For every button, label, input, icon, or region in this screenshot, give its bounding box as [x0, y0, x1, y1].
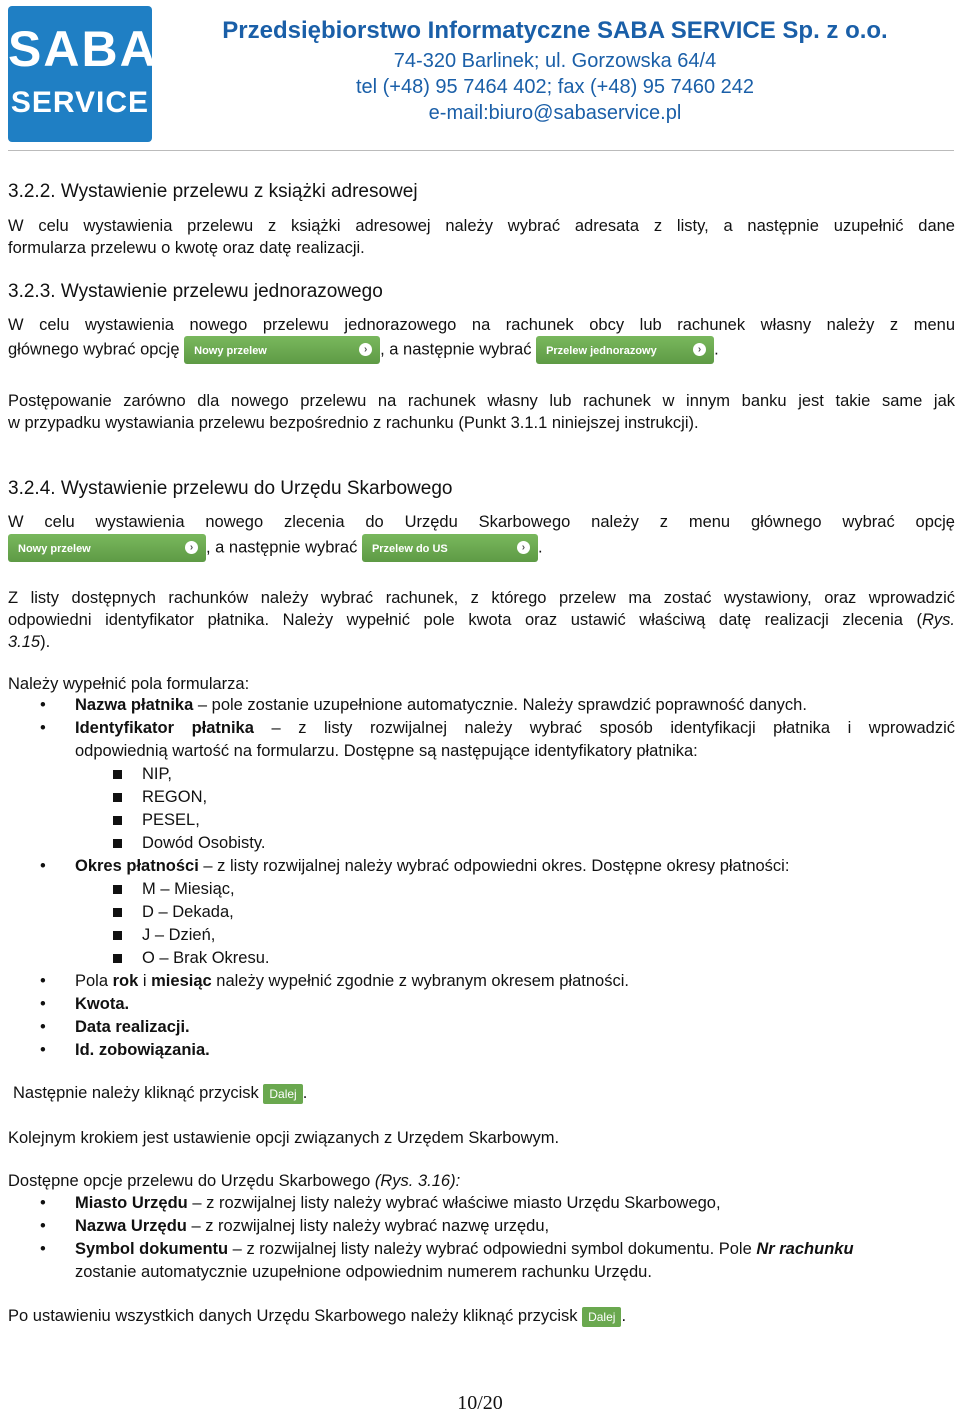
list-item	[0, 1016, 955, 1039]
s324-text: odpowiedni identyfikator płatnika. Należy wypełnić pole kwota oraz ustawić właściwą datę realizacji zlecenia (	[8, 611, 922, 629]
page-number: 10/20	[457, 1392, 503, 1414]
logo-text-service: SERVICE	[10, 86, 150, 119]
nowy-przelew-label: Nowy przelew	[18, 543, 91, 555]
list-item	[0, 1192, 955, 1215]
field-name: Okres płatności	[75, 857, 199, 875]
form-fields-list	[0, 694, 955, 1062]
s323-text: głównego wybrać opcję	[8, 340, 180, 359]
field-name: miesiąc	[151, 972, 212, 990]
s323-paragraph2-line1: Postępowanie zarówno dla nowego przelewu na rachunek własny lub rachunek w innym banku jest takie same jak	[8, 392, 955, 410]
payer-id-list	[75, 763, 955, 855]
us-options-heading	[8, 1170, 955, 1192]
field-desc: należy wypełnić zgodnie z wybranym okresem płatności.	[211, 972, 629, 990]
list-item	[0, 970, 955, 993]
company-email: e-mail:biuro@sabaservice.pl	[428, 102, 682, 124]
list-item: J – Dzień,	[75, 924, 955, 947]
header-divider	[8, 150, 954, 151]
company-phone: tel (+48) 95 7464 402; fax (+48) 95 7460 242	[355, 76, 755, 98]
final-text: Po ustawieniu wszystkich danych Urzędu Skarbowego należy kliknąć przycisk	[8, 1307, 578, 1325]
s324-paragraph-line2	[8, 534, 955, 562]
nowy-przelew-button[interactable]	[8, 534, 206, 562]
field-desc: odpowiednią wartość na formularzu. Dostępne są następujące identyfikatory płatnika:	[75, 742, 698, 760]
field-name: Nazwa płatnika	[75, 696, 194, 714]
chevron-right-icon: ›	[185, 541, 198, 554]
przelew-do-us-label: Przelew do US	[371, 543, 448, 555]
field-desc: i	[138, 972, 152, 990]
list-item: M – Miesiąc,	[75, 878, 955, 901]
field-desc: Pola	[75, 972, 113, 990]
s323-paragraph-line1: W celu wystawienia nowego przelewu jednorazowego na rachunek obcy lub rachunek własny należy z menu	[8, 316, 955, 334]
final-step-line	[8, 1305, 955, 1327]
przelew-do-us-button[interactable]	[362, 534, 538, 562]
field-name: Data realizacji.	[75, 1018, 190, 1036]
next-text: Następnie należy kliknąć przycisk	[13, 1084, 259, 1102]
list-item	[0, 1215, 955, 1238]
s323-paragraph2-line2: w przypadku wystawiania przelewu bezpośrednio z rachunku (Punkt 3.1.1 niniejszej instrukcji).	[8, 414, 699, 432]
final-text: .	[621, 1307, 627, 1325]
s324-paragraph2-line2	[8, 609, 955, 631]
option-desc: – z rozwijalnej listy należy wybrać odpowiedni symbol dokumentu. Pole	[228, 1240, 757, 1258]
przelew-jednorazowy-label: Przelew jednorazowy	[546, 345, 657, 357]
next-step-line	[13, 1082, 960, 1104]
przelew-jednorazowy-button[interactable]	[536, 336, 714, 364]
option-desc: – z rozwijalnej listy należy wybrać nazwę urzędu,	[186, 1217, 550, 1235]
list-item	[0, 1238, 955, 1284]
s322-paragraph-line2: formularza przelewu o kwotę oraz datę realizacji.	[8, 239, 365, 257]
s324-paragraph-line1: W celu wystawienia nowego zlecenia do Urzędu Skarbowego należy z menu głównego wybrać opcję	[8, 513, 955, 531]
chevron-right-icon: ›	[693, 343, 706, 356]
us-options-intro: Kolejnym krokiem jest ustawienie opcji związanych z Urzędem Skarbowym.	[8, 1129, 560, 1147]
option-name: Nr rachunku	[756, 1240, 854, 1258]
logo-text-saba: SABA	[8, 21, 158, 77]
s324-text: .	[537, 538, 543, 557]
field-name: Id. zobowiązania.	[75, 1041, 210, 1059]
next-text: .	[302, 1084, 308, 1102]
chevron-right-icon: ›	[517, 541, 530, 554]
option-name: Nazwa Urzędu	[75, 1217, 187, 1235]
figure-ref: Rys.	[922, 611, 955, 629]
list-item: D – Dekada,	[75, 901, 955, 924]
heading-3-2-2: 3.2.2. Wystawienie przelewu z książki adresowej	[8, 181, 418, 202]
dalej-button[interactable]: Dalej	[582, 1307, 621, 1327]
nowy-przelew-button[interactable]	[184, 336, 380, 364]
field-desc: – z listy rozwijalnej należy wybrać sposób identyfikacji płatnika i wprowadzić	[253, 719, 955, 737]
heading-3-2-4: 3.2.4. Wystawienie przelewu do Urzędu Skarbowego	[8, 478, 453, 499]
options-text: Dostępne opcje przelewu do Urzędu Skarbowego	[8, 1172, 375, 1190]
s322-paragraph-line1: W celu wystawienia przelewu z książki adresowej należy wybrać adresata z listy, a następnie uzupełnić dane	[8, 217, 955, 235]
s323-paragraph-line2	[8, 336, 955, 364]
s324-paragraph2-line1: Z listy dostępnych rachunków należy wybrać rachunek, z którego przelew ma zostać wystawiony, oraz wprowadzić	[8, 589, 955, 607]
list-item: REGON,	[75, 786, 955, 809]
field-desc: – pole zostanie uzupełnione automatycznie. Należy sprawdzić poprawność danych.	[193, 696, 807, 714]
nowy-przelew-label: Nowy przelew	[194, 345, 267, 357]
field-name: Kwota.	[75, 995, 130, 1013]
company-name: Przedsiębiorstwo Informatyczne SABA SERVICE Sp. z o.o.	[222, 17, 888, 44]
list-item	[0, 694, 955, 717]
option-desc: – z rozwijalnej listy należy wybrać właściwe miasto Urzędu Skarbowego,	[187, 1194, 721, 1212]
list-item: Dowód Osobisty.	[75, 832, 955, 855]
us-options-list	[0, 1192, 955, 1284]
list-item: PESEL,	[75, 809, 955, 832]
s323-text: , a następnie wybrać	[380, 340, 532, 359]
figure-ref: (Rys. 3.16):	[374, 1172, 461, 1190]
s324-text: ).	[40, 633, 51, 651]
company-header	[160, 14, 950, 126]
s324-text: , a następnie wybrać	[206, 538, 358, 557]
company-address: 74-320 Barlinek; ul. Gorzowska 64/4	[393, 50, 717, 72]
field-name: Identyfikator płatnika	[75, 719, 254, 737]
saba-service-logo	[8, 6, 158, 142]
list-item	[0, 1039, 955, 1062]
dalej-button[interactable]: Dalej	[263, 1084, 302, 1104]
option-desc: zostanie automatycznie uzupełnione odpowiednim numerem rachunku Urzędu.	[75, 1263, 652, 1281]
s324-paragraph2-line3	[8, 631, 955, 653]
s323-text: .	[714, 340, 719, 359]
field-desc: – z listy rozwijalnej należy wybrać odpowiedni okres. Dostępne okresy płatności:	[198, 857, 790, 875]
field-name: rok	[112, 972, 139, 990]
heading-3-2-3: 3.2.3. Wystawienie przelewu jednorazowego	[8, 281, 383, 302]
form-fields-intro: Należy wypełnić pola formularza:	[8, 675, 250, 693]
list-item	[0, 717, 955, 855]
option-name: Miasto Urzędu	[75, 1194, 188, 1212]
figure-ref: 3.15	[8, 633, 41, 651]
list-item	[0, 855, 955, 970]
list-item: O – Brak Okresu.	[75, 947, 955, 970]
list-item	[0, 993, 955, 1016]
period-list	[75, 878, 955, 970]
chevron-right-icon: ›	[359, 343, 372, 356]
option-name: Symbol dokumentu	[75, 1240, 229, 1258]
list-item: NIP,	[75, 763, 955, 786]
